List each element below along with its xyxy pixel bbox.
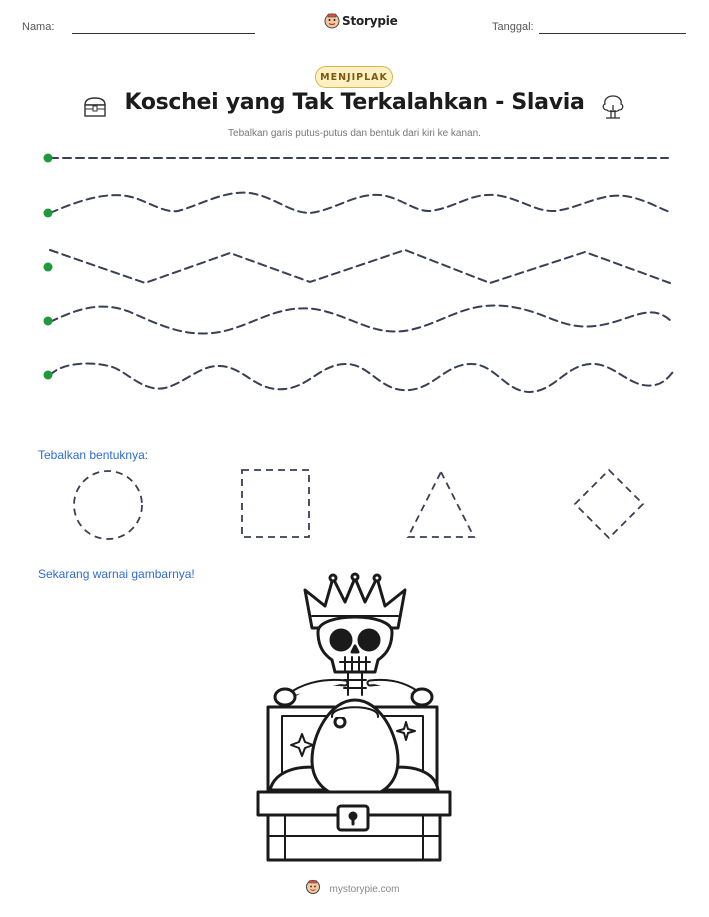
date-label: Tanggal: xyxy=(492,21,534,33)
tracing-line-zigzag[interactable] xyxy=(50,250,670,283)
shapes-section-label: Tebalkan bentuknya: xyxy=(38,448,149,462)
activity-badge: MENJIPLAK xyxy=(315,66,393,88)
tracing-line-smooth-wave[interactable] xyxy=(50,193,670,213)
brand-name: Storypie xyxy=(342,14,398,28)
footer-url[interactable]: mystorypie.com xyxy=(329,884,400,895)
trace-shape-circle[interactable] xyxy=(74,471,142,539)
trace-shape-triangle[interactable] xyxy=(408,472,474,537)
start-dot xyxy=(44,371,53,380)
name-label: Nama: xyxy=(22,21,55,33)
trace-shape-diamond[interactable] xyxy=(575,470,643,538)
tracing-line-wave[interactable] xyxy=(50,305,672,333)
instructions: Tebalkan garis putus-putus dan bentuk dari kiri ke kanan. xyxy=(228,128,481,139)
start-dot xyxy=(44,154,53,163)
coloring-illustration[interactable] xyxy=(258,574,450,860)
start-dot xyxy=(44,263,53,272)
trace-shape-square[interactable] xyxy=(242,470,309,537)
page-title: Koschei yang Tak Terkalahkan - Slavia xyxy=(124,90,585,115)
coloring-section-label: Sekarang warnai gambarnya! xyxy=(38,567,195,581)
start-dot xyxy=(44,209,53,218)
tracing-line-loop-wave[interactable] xyxy=(50,364,673,392)
start-dot xyxy=(44,317,53,326)
